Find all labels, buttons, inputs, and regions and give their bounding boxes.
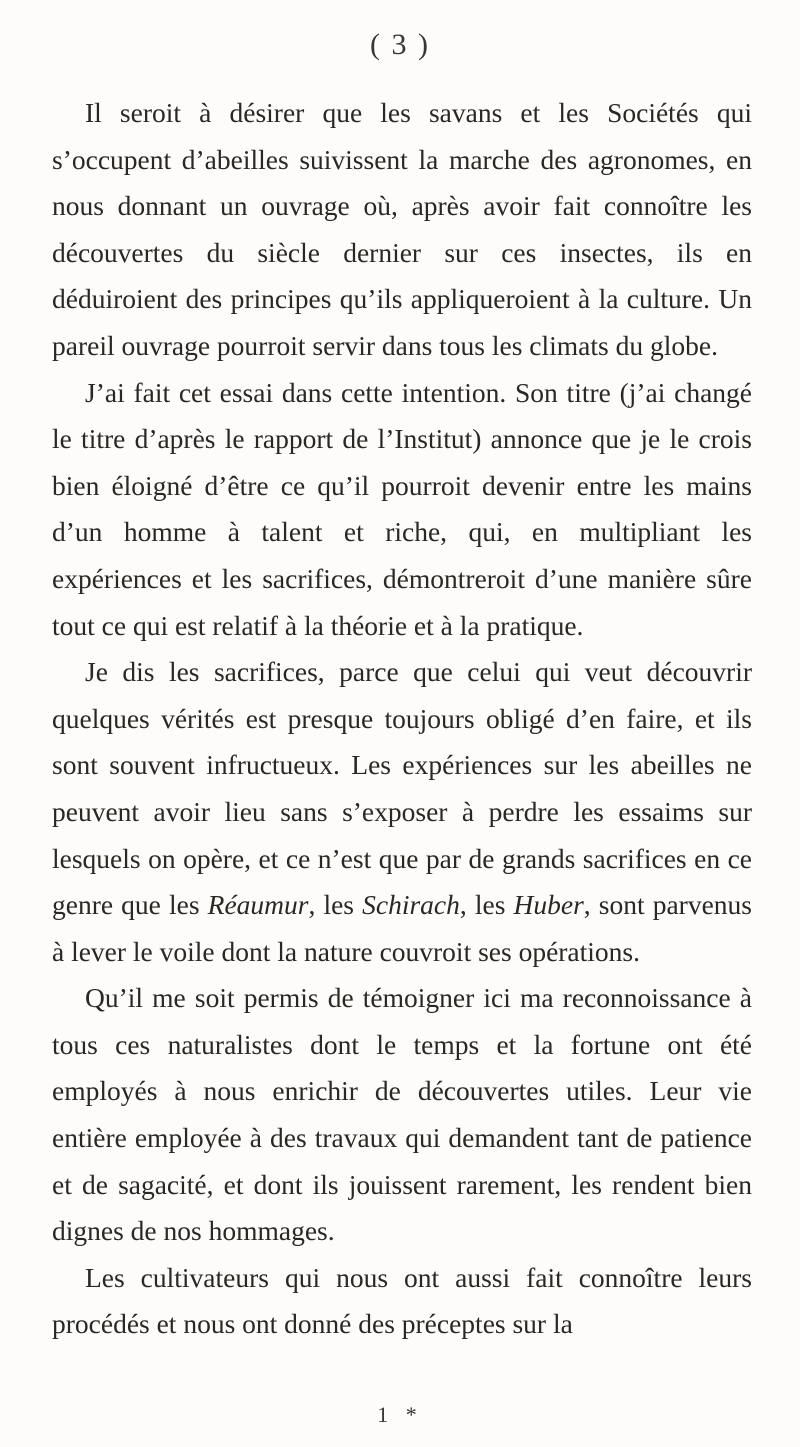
paragraph [52,1255,752,1348]
paragraph [52,649,752,975]
text-run: Il seroit à désirer que les savans et les Sociétés qui s’occupent d’abeilles suivissent la marche des agronomes, en nous donnant un ouvrage où, après avoir fait connoître les découvertes du siècle dernier sur ces insectes, ils en déduiroient des principes qu’ils appliqueroient à la culture. Un pareil ouvrage pourroit servir dans tous les climats du globe. [52,97,752,361]
page-number: ( 3 ) [370,28,430,61]
text-run: J’ai fait cet essai dans cette intention. Son titre (j’ai changé le titre d’après le rapport de l’Institut) annonce que je le crois bien éloigné d’être ce qu’il pourroit devenir entre les mains d’un homme à talent et riche, qui, en multipliant les expériences et les sacrifices, démontreroit d’une manière sûre tout ce qui est relatif à la théorie et à la pratique. [52,376,752,641]
italic-name: Réaumur [207,889,309,921]
text-run: , sont parvenus à lever le voile dont la nature couvroit ses opérations. [52,889,752,967]
italic-name: Schirach [362,889,460,921]
paragraph [52,975,752,1255]
body-text [52,90,752,1348]
text-run: , les [308,889,363,921]
text-run: Je dis les sacrifices, parce que celui qui veut découvrir quelques vérités est presque toujours obligé d’en faire, et ils sont souvent infructueux. Les expériences sur les abeilles ne peuvent avoir lieu sans s’exposer à perdre les essaims sur lesquels on opère, et ce n’est que par de grands sacrifices en ce genre que les [52,656,752,921]
text-run: Les cultivateurs qui nous ont aussi fait connoître leurs procédés et nous ont donné des préceptes sur la [52,1261,752,1340]
paragraph [52,370,752,650]
text-run: , les [459,889,514,921]
signature-mark: 1 * [377,1402,423,1427]
italic-name: Huber [513,889,584,921]
paragraph [52,90,752,370]
text-run: Qu’il me soit permis de témoigner ici ma reconnoissance à tous ces naturalistes dont le temps et la fortune ont été employés à nous enrichir de découvertes utiles. Leur vie entière employée à des travaux qui demandent tant de patience et de sagacité, et dont ils jouissent rarement, les rendent bien dignes de nos hommages. [52,982,752,1247]
